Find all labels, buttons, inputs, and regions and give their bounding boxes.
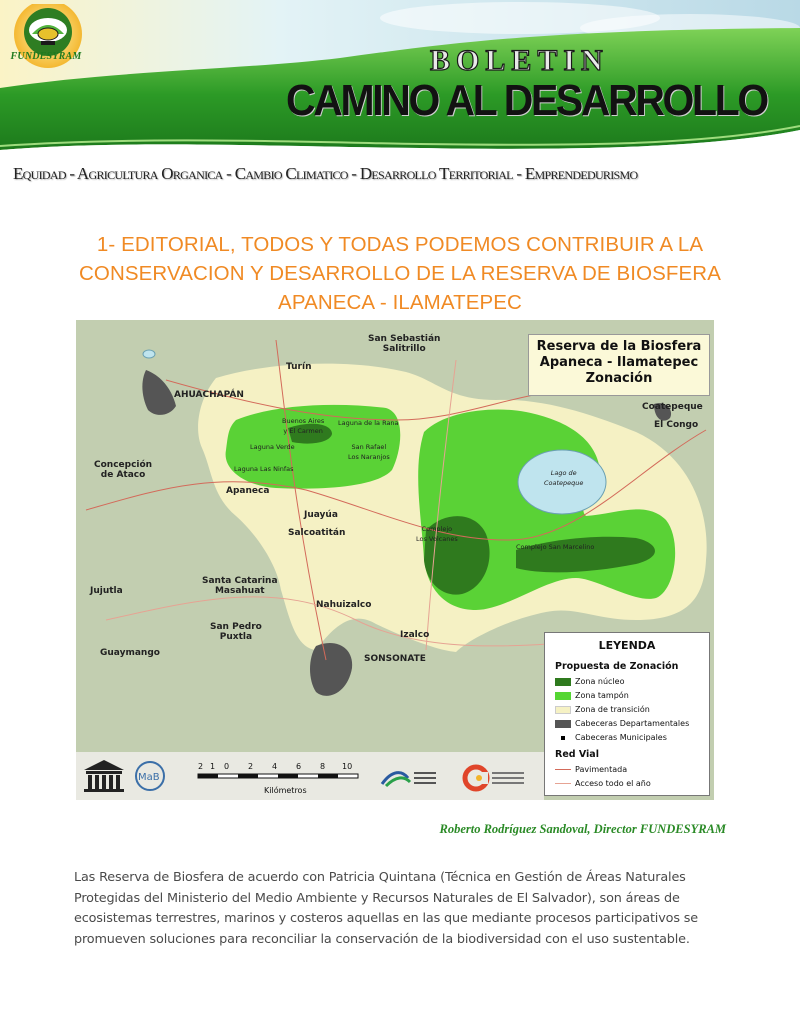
municipal-dot-icon bbox=[561, 736, 565, 740]
lake-label: Lago de Coatepeque bbox=[544, 469, 584, 487]
legend-line bbox=[555, 769, 571, 770]
mab-logo-icon bbox=[132, 760, 170, 794]
article-body bbox=[74, 868, 734, 950]
place-label: Coatepeque bbox=[642, 402, 703, 412]
place-label: Santa Catarina Masahuat bbox=[202, 576, 278, 596]
logo-text: FUNDESYRAM bbox=[10, 51, 82, 62]
title-line: APANECA - ILAMATEPEC bbox=[278, 291, 522, 314]
place-label: San Pedro Puxtla bbox=[210, 622, 262, 642]
place-label: Izalco bbox=[400, 630, 430, 640]
place-label: Laguna de la Rana bbox=[338, 419, 399, 427]
place-label: Jujutla bbox=[90, 586, 123, 596]
place-label: Juayúa bbox=[304, 510, 338, 520]
legend-line bbox=[555, 783, 571, 784]
legend-swatch bbox=[555, 706, 571, 714]
boletin-label: BOLETIN bbox=[430, 44, 609, 77]
place-label: Apaneca bbox=[226, 486, 270, 496]
place-label: Turín bbox=[286, 362, 312, 372]
place-label: SONSONATE bbox=[364, 654, 426, 664]
legend-item: Cabeceras Municipales bbox=[555, 733, 667, 742]
legend-item: Acceso todo el año bbox=[555, 779, 651, 788]
place-label: El Congo bbox=[654, 420, 699, 430]
body-line: Las Reserva de Biosfera de acuerdo con Patricia Quintana (Técnica en Gestión de Áreas Naturales bbox=[74, 870, 686, 885]
legend-swatch bbox=[555, 692, 571, 700]
tagline: Equidad - Agricultura Organica - Cambio Climatico - Desarrollo Territorial - Emprendedurismo bbox=[13, 164, 638, 183]
place-label: Complejo Los Volcanes bbox=[416, 525, 458, 543]
cooperation-logo-icon bbox=[462, 764, 528, 792]
reserve-map bbox=[76, 320, 714, 800]
place-label: Complejo San Marcelino bbox=[516, 543, 595, 551]
article-title bbox=[60, 230, 740, 317]
scale-tick: 8 bbox=[320, 762, 326, 771]
fundesyram-logo bbox=[6, 4, 92, 76]
unesco-logo-icon bbox=[82, 758, 126, 794]
article-author: Roberto Rodríguez Sandoval, Director FUNDESYRAM bbox=[439, 822, 726, 836]
map-title-line: Zonación bbox=[585, 371, 653, 386]
newsletter-title: CAMINO AL DESARROLLO bbox=[286, 76, 767, 125]
legend-heading: LEYENDA bbox=[598, 639, 656, 652]
place-label: Concepción de Ataco bbox=[94, 460, 153, 480]
scale-tick: 10 bbox=[342, 762, 353, 771]
place-label: San Rafael Los Naranjos bbox=[348, 443, 390, 461]
place-label: Laguna Las Ninfas bbox=[234, 465, 294, 473]
legend-zoning-title: Propuesta de Zonación bbox=[555, 661, 679, 672]
place-label: AHUACHAPÁN bbox=[174, 390, 244, 400]
legend-item: Pavimentada bbox=[555, 765, 627, 774]
title-line: CONSERVACION Y DESARROLLO DE LA RESERVA DE BIOSFERA bbox=[79, 262, 721, 285]
map-legend bbox=[544, 632, 710, 796]
place-label: Buenos Aires y El Carmen bbox=[282, 417, 325, 435]
place-label: San Sebastián Salitrillo bbox=[368, 334, 441, 354]
scale-tick: 6 bbox=[296, 762, 302, 771]
scale-unit: Kilómetros bbox=[264, 786, 307, 795]
legend-roads-title: Red Vial bbox=[555, 749, 599, 760]
header-banner bbox=[0, 0, 800, 160]
place-label: Laguna Verde bbox=[250, 443, 295, 451]
scale-tick: 2 bbox=[248, 762, 254, 771]
legend-item: Zona de transición bbox=[555, 705, 650, 714]
legend-item: Cabeceras Departamentales bbox=[555, 719, 689, 728]
legend-swatch bbox=[555, 720, 571, 728]
body-line: ecosistemas terrestres, marinos y costeros aquellas en las que mediante procesos participativos se bbox=[74, 911, 698, 926]
scale-bar bbox=[196, 770, 366, 786]
scale-tick: 2 bbox=[198, 762, 204, 771]
map-title bbox=[528, 334, 710, 396]
scale-tick: 1 bbox=[210, 762, 216, 771]
legend-item: Zona núcleo bbox=[555, 677, 624, 686]
place-label: Salcoatitán bbox=[288, 528, 346, 538]
svg-text:MaB: MaB bbox=[138, 772, 160, 783]
place-label: Guaymango bbox=[100, 648, 160, 658]
legend-item: Zona tampón bbox=[555, 691, 629, 700]
map-title-line: Reserva de la Biosfera bbox=[536, 339, 702, 354]
scale-tick: 0 bbox=[224, 762, 230, 771]
scale-tick: 4 bbox=[272, 762, 278, 771]
title-line: 1- EDITORIAL, TODOS Y TODAS PODEMOS CONTRIBUIR A LA bbox=[96, 233, 704, 256]
body-line: Protegidas del Ministerio del Medio Ambiente y Recursos Naturales de El Salvador), son áreas de bbox=[74, 890, 680, 906]
map-title-line: Apaneca - Ilamatepec bbox=[539, 355, 699, 370]
legend-swatch bbox=[555, 678, 571, 686]
body-line: promueven soluciones para reconciliar la conservación de la biodiversidad con el uso sustentable. bbox=[74, 931, 690, 947]
ministry-logo-icon bbox=[378, 766, 438, 790]
place-label: Nahuizalco bbox=[316, 600, 372, 610]
